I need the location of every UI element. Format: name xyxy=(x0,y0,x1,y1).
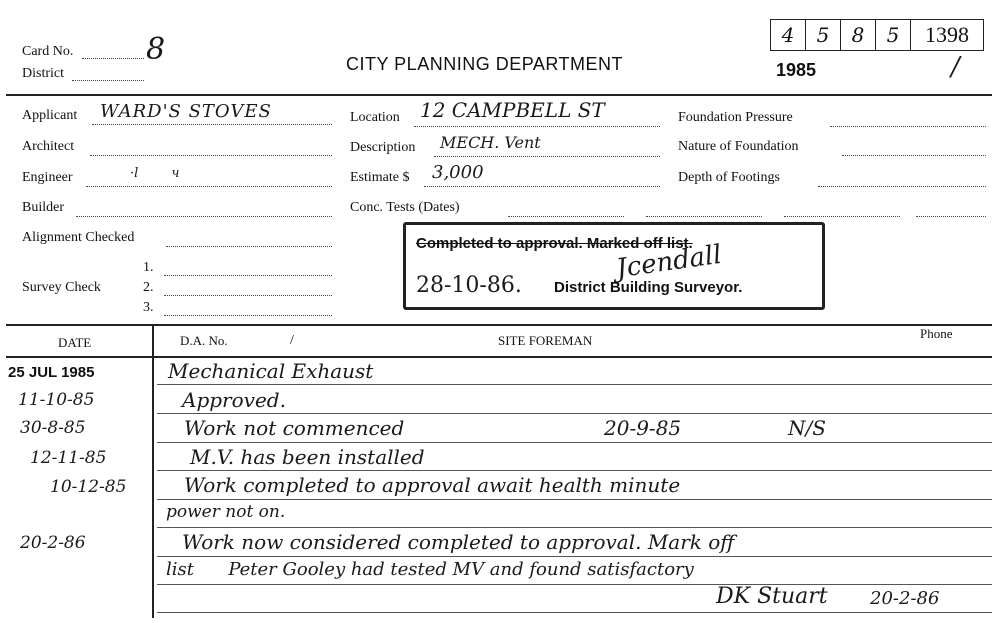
log-date-3: 30-8-85 xyxy=(20,418,86,438)
survey-item-2: 2. xyxy=(143,280,154,295)
estimate-value: 3,000 xyxy=(432,162,484,183)
log-entry-7: Work now considered completed to approval. Mark off xyxy=(182,530,735,554)
file-suffix: / xyxy=(951,52,960,82)
depth-of-footings-label: Depth of Footings xyxy=(678,170,780,185)
log-entry-4: M.V. has been installed xyxy=(190,445,425,469)
survey-line-3 xyxy=(164,315,332,316)
location-value: 12 CAMPBELL ST xyxy=(420,98,605,122)
card-no-label: Card No. xyxy=(22,44,74,59)
completion-stamp xyxy=(403,222,825,310)
department-title: CITY PLANNING DEPARTMENT xyxy=(346,54,624,74)
survey-label: Survey Check xyxy=(22,280,101,295)
log-header-rule xyxy=(6,356,992,358)
log-date-1: 25 JUL 1985 xyxy=(8,364,95,381)
description-label: Description xyxy=(350,140,416,155)
conc-line-2 xyxy=(646,216,762,217)
log-rule-5 xyxy=(157,499,992,500)
nature-of-foundation-line xyxy=(842,155,986,156)
depth-of-footings-line xyxy=(818,186,986,187)
location-label: Location xyxy=(350,110,400,125)
log-rule-4 xyxy=(157,470,992,471)
number-box-4: 5 xyxy=(875,19,911,51)
survey-item-3: 3. xyxy=(143,300,154,315)
log-rule-7 xyxy=(157,556,992,557)
engineer-marks: ·l ч xyxy=(130,166,180,181)
log-signature: DK Stuart xyxy=(716,584,828,609)
log-entry-8: list Peter Gooley had tested MV and found satisfactory xyxy=(166,559,694,580)
stamp-signature: Jcendall xyxy=(614,239,724,285)
log-inspection-date: 20-9-85 xyxy=(604,416,682,440)
log-rule-1 xyxy=(157,384,992,385)
nature-of-foundation-label: Nature of Foundation xyxy=(678,139,799,154)
log-entry-1: Mechanical Exhaust xyxy=(168,359,374,383)
stamp-date: 28-10-86. xyxy=(416,273,522,298)
district-line xyxy=(72,80,144,81)
stamp-title: District Building Surveyor. xyxy=(554,279,743,296)
log-date-5: 10-12-85 xyxy=(50,477,127,497)
conc-line-4 xyxy=(916,216,986,217)
estimate-label: Estimate $ xyxy=(350,170,410,185)
conc-line-3 xyxy=(784,216,900,217)
log-entry-5: Work completed to approval await health minute xyxy=(184,473,681,497)
date-column-divider xyxy=(152,324,154,618)
alignment-label: Alignment Checked xyxy=(22,230,135,245)
number-box-1: 4 xyxy=(770,19,806,51)
engineer-label: Engineer xyxy=(22,170,73,185)
log-signature-date: 20-2-86 xyxy=(870,588,940,609)
alignment-line xyxy=(166,246,332,247)
foundation-pressure-label: Foundation Pressure xyxy=(678,110,793,125)
foundation-pressure-line xyxy=(830,126,986,127)
description-line xyxy=(434,156,660,157)
survey-line-2 xyxy=(164,295,332,296)
conc-tests-label: Conc. Tests (Dates) xyxy=(350,200,460,215)
estimate-line xyxy=(424,186,660,187)
log-top-rule xyxy=(6,324,992,326)
log-entry-2: Approved. xyxy=(182,388,286,412)
applicant-label: Applicant xyxy=(22,108,78,123)
engineer-line xyxy=(86,186,332,187)
da-no-column-header: D.A. No. xyxy=(180,333,228,348)
log-date-6: 20-2-86 xyxy=(20,533,86,553)
file-number-box: 1398 xyxy=(910,19,984,51)
da-no-mark: / xyxy=(290,333,294,348)
builder-label: Builder xyxy=(22,200,64,215)
survey-line-1 xyxy=(164,275,332,276)
number-box-2: 5 xyxy=(805,19,841,51)
phone-header: Phone xyxy=(920,326,953,341)
log-date-4: 12-11-85 xyxy=(30,448,107,468)
location-line xyxy=(414,126,660,127)
applicant-value: WARD'S STOVES xyxy=(100,101,272,122)
description-value: MECH. Vent xyxy=(440,133,541,152)
date-column-header: DATE xyxy=(58,335,92,350)
applicant-line xyxy=(92,124,332,125)
log-entry-6: power not on. xyxy=(166,502,286,522)
year: 1985 xyxy=(776,60,817,80)
architect-line xyxy=(90,155,332,156)
card-no-line xyxy=(82,58,144,59)
log-rule-2 xyxy=(157,413,992,414)
log-entry-3: Work not commenced xyxy=(184,416,405,440)
number-box-3: 8 xyxy=(840,19,876,51)
log-rule-8 xyxy=(157,584,992,585)
header-divider xyxy=(6,94,992,96)
stamp-line-1: Completed to approval. Marked off list. xyxy=(416,235,693,252)
card-no-value: 8 xyxy=(146,32,166,67)
survey-item-1: 1. xyxy=(143,260,154,275)
architect-label: Architect xyxy=(22,139,75,154)
builder-line xyxy=(76,216,332,217)
log-rule-9 xyxy=(157,612,992,613)
district-label: District xyxy=(22,66,64,81)
log-rule-3 xyxy=(157,442,992,443)
log-inspection-note: N/S xyxy=(788,416,826,440)
log-rule-6 xyxy=(157,527,992,528)
log-date-2: 11-10-85 xyxy=(18,390,95,410)
site-foreman-header: SITE FOREMAN xyxy=(498,333,593,348)
conc-line-1 xyxy=(508,216,624,217)
